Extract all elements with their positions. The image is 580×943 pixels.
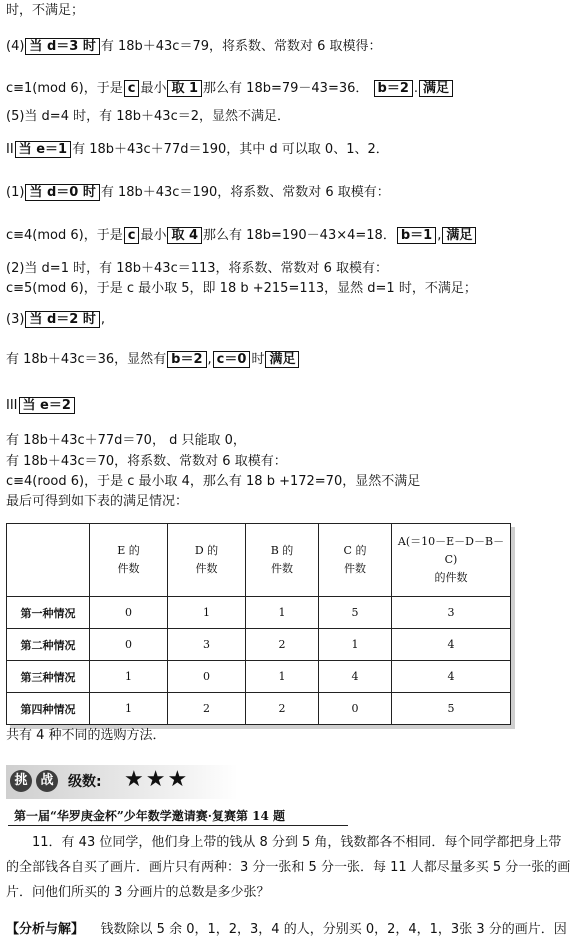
star-rating-icon: ★★★ [124,767,190,792]
table-header-cell [7,524,90,597]
text-line: c≡4(rood 6)，于是 c 最小取 4，那么有 18 b +172=70，显然不满足 [6,474,421,489]
table-cell: 1 [319,629,392,661]
boxed-case: 当 d＝3 时 [25,38,99,55]
item-number: (4) [6,39,25,54]
equation-text: 有 18b＋43c＝79，将系数、常数对 6 取模得： [100,39,382,54]
header-line: 件数 [195,562,218,575]
text-line: c≡4(mod 6)，于是 c 最小 取 4 那么有 18b=190－43×4=18． b＝1 , 满足 [6,227,477,245]
text-line: (2)当 d=1 时，有 18b＋43c＝113，将系数、常数对 6 取模有： [6,261,389,276]
table-header-cell [392,524,511,597]
boxed-result: c＝0 [213,351,251,368]
text: 有 18b＋43c＝36，显然有 [6,352,167,367]
table-row [7,693,511,725]
table-cell: 2 [246,629,319,661]
table-cell: 2 [246,693,319,725]
table-row [7,629,511,661]
table-cell: 0 [168,661,246,693]
table-cell: 1 [246,597,319,629]
boxed-result: b＝2 [374,80,413,97]
table-cell: 4 [319,661,392,693]
table-cell: 3 [392,597,511,629]
table-cell: 5 [392,693,511,725]
challenge-char-icon: 战 [36,770,58,792]
text: 最小 [140,81,167,96]
case-number: III [6,398,18,413]
challenge-char-icon: 挑 [10,770,32,792]
text-line [6,141,389,159]
text-line: 有 18b＋43c＋77d＝70， d 只能取 0， [6,433,246,448]
text-line: c≡5(mod 6)，于是 c 最小取 5，即 18 b +215=113，显然 d=1 时，不满足； [6,281,477,296]
equation-text: 有 18b＋43c＋77d＝190，其中 d 可以取 0、1、2． [72,142,389,157]
text-line: c≡1(mod 6)，于是 c 最小 取 1 那么有 18b=79－43=36． b＝2 . 满足 [6,80,454,98]
table-row [7,661,511,693]
modulo-text: c≡4(mod 6)，于是 [6,228,123,243]
challenge-banner [6,765,238,799]
boxed-satisfied: 满足 [265,351,299,368]
text-line: 时，不满足； [6,3,85,18]
boxed-variable: c [124,80,140,97]
analysis-line [6,918,567,937]
header-line: B 的 [270,544,294,557]
text: 时 [251,352,265,367]
table-cell: 1 [90,693,168,725]
text-line: 最后可得到如下表的满足情况： [6,494,189,509]
table-cell: 0 [90,629,168,661]
text-line [6,184,390,202]
table-row [7,597,511,629]
boxed-case: 当 e＝2 [19,397,75,414]
table-cell: 2 [168,693,246,725]
table-header-cell [246,524,319,597]
problem-text: 11．有 43 位同学，他们身上带的钱从 8 分到 5 角，钱数都各不相同．每个同学都把身上带的全部钱各自买了画片．画片只有两种：3 分一张和 5 分一张．每 11 人都尽量多买 5 分一张的画片．问他们所买的 3 分画片的总数是多少张？ [6,835,571,900]
text-line: (3) 当 d＝2 时 , [6,312,105,327]
table-cell: 5 [319,597,392,629]
row-label: 第三种情况 [7,661,90,693]
result-table [6,523,511,725]
text-line [6,397,76,415]
text: 最小 [140,228,167,243]
table-header-row [7,524,511,597]
boxed-case: 当 d＝2 时 [25,311,99,328]
boxed-value: 取 4 [167,227,202,244]
header-line: D 的 [194,544,219,557]
analysis-label: 【分析与解】 [6,922,85,937]
row-label: 第二种情况 [7,629,90,661]
table-cell: 4 [392,661,511,693]
item-number: (3) [6,312,25,327]
analysis-text: 钱数除以 5 余 0，1，2，3，4 的人，分别买 0，2，4，1，3张 3 分的画片．因 [100,922,567,937]
boxed-case: 当 d＝0 时 [25,184,99,201]
equation-text: 有 18b＋43c＝190，将系数、常数对 6 取模有： [100,185,390,200]
table-cell: 1 [168,597,246,629]
table-cell: 0 [90,597,168,629]
header-line: 件数 [117,562,140,575]
table-cell: 1 [90,661,168,693]
text-line [6,38,382,56]
boxed-value: 取 1 [167,80,202,97]
text-line: 有 18b＋43c＝36，显然有 b＝2 , c＝0 时 满足 [6,351,300,369]
boxed-result: b＝1 [397,227,436,244]
text-line: (5)当 d=4 时，有 18b＋43c＝2，显然不满足． [6,109,290,124]
header-line: 件数 [271,562,293,575]
boxed-satisfied: 满足 [419,80,453,97]
boxed-variable: c [124,227,140,244]
boxed-result: b＝2 [167,351,206,368]
table-header-cell [90,524,168,597]
header-line: A(＝10－E－D－B－C) [397,535,505,566]
table-cell: 4 [392,629,511,661]
header-line: E 的 [117,544,140,557]
case-number: II [6,142,14,157]
boxed-satisfied: 满足 [442,227,476,244]
row-label: 第一种情况 [7,597,90,629]
text: 那么有 18b=79－43=36． [203,81,369,96]
header-line: C 的 [343,544,367,557]
table-cell: 3 [168,629,246,661]
item-number: (1) [6,185,25,200]
level-label: 级数: [68,774,102,790]
table-header-cell [319,524,392,597]
modulo-text: c≡1(mod 6)，于是 [6,81,123,96]
table-cell: 0 [319,693,392,725]
boxed-case: 当 e＝1 [15,141,71,158]
row-label: 第四种情况 [7,693,90,725]
table-cell: 1 [246,661,319,693]
text-line: 有 18b＋43c＝70，将系数、常数对 6 取模有： [6,454,287,469]
header-line: 件数 [344,562,366,575]
text-line: 共有 4 种不同的选购方法． [6,728,166,743]
divider [8,825,348,826]
table-header-cell [168,524,246,597]
text: 那么有 18b=190－43×4=18． [203,228,396,243]
problem-source: 第一届“华罗庚金杯”少年数学邀请赛·复赛第 14 题 [14,809,286,823]
header-line: 的件数 [434,571,468,584]
